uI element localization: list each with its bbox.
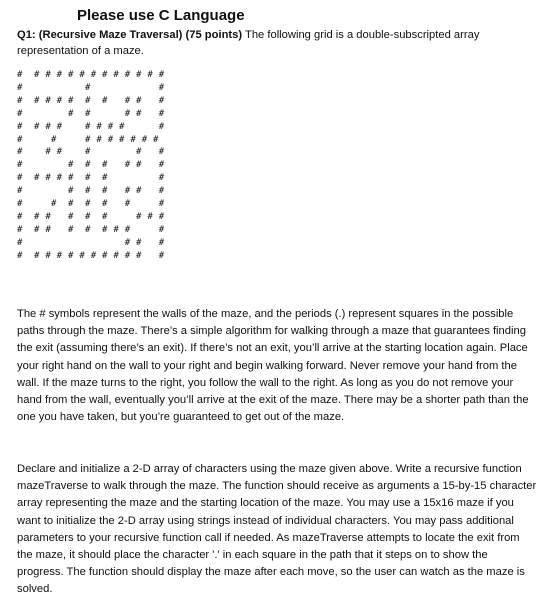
- question-lead: Q1: (Recursive Maze Traversal) (75 points): [17, 29, 243, 41]
- maze-row: # # # # # # # #: [17, 173, 165, 184]
- maze-grid: [17, 69, 164, 263]
- paragraph-assignment: Declare and initialize a 2-D array of characters using the maze given above. Write a recursive function mazeTraverse to walk through the maze. The function should receive as arguments a 15-by-15 character array representing the maze and the starting location of the maze. You may use a 15x16 maze if you want to initialize the 2-D array using strings instead of individual characters. You may pass additional parameters to your recursive function call if needed. As mazeTraverse attempts to locate the exit from the maze, it should place the character '.' in each square in the path that it steps on to show the progress. The function should display the maze after each move, so the user can watch as the maze is solved.: [17, 463, 537, 596]
- maze-row: # # # # # # # # # # # # #: [17, 70, 165, 80]
- maze-row: # # # # # # # # # #: [17, 95, 165, 106]
- maze-row: # # # # # # #: [17, 186, 165, 197]
- maze-row: # # # #: [17, 237, 165, 248]
- question-intro: [17, 27, 537, 59]
- paragraph-algorithm: The # symbols represent the walls of the maze, and the periods (.) represent squares in the possible paths through the maze. There’s a simple algorithm for walking through a maze that guarantees finding the exit (assuming there’s an exit). If there’s not an exit, you’ll arrive at the starting location again. Place your right hand on the wall to your right and begin walking forward. Never remove your hand from the wall. If the maze turns to the right, you follow the wall to the right. As long as you do not remove your hand from the wall, eventually you’ll arrive at the exit of the maze. There may be a shorter path than the one you have taken, but you’re guaranteed to get out of the maze.: [17, 308, 529, 424]
- maze-row: # # # # # # # # # # # #: [17, 250, 165, 261]
- maze-row: # # # # # # #: [17, 160, 165, 171]
- maze-row: # # # # # # # # #: [17, 211, 165, 222]
- maze-row: # # #: [17, 82, 165, 93]
- maze-row: # # # # # # # # #: [17, 121, 165, 132]
- maze-row: # # # # # # # # #: [17, 134, 159, 145]
- question-text: The following grid is a double-subscripted array representation of a maze.: [17, 29, 480, 57]
- maze-row: # # # # # # #: [17, 199, 165, 210]
- maze-row: # # # # # #: [17, 147, 165, 158]
- maze-row: # # # # # # # # #: [17, 224, 165, 235]
- page-title: Please use C Language: [77, 7, 245, 24]
- maze-row: # # # # # #: [17, 108, 165, 119]
